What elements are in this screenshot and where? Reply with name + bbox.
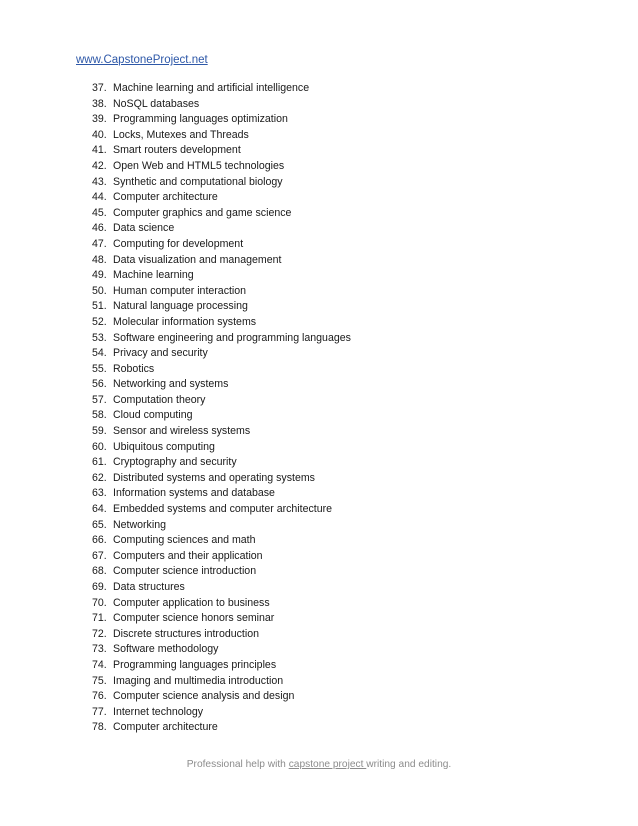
list-item xyxy=(92,627,351,643)
list-item-number: 72. xyxy=(92,627,107,640)
list-item-number: 57. xyxy=(92,393,107,406)
list-item-number: 77. xyxy=(92,705,107,718)
footer xyxy=(0,758,638,772)
list-item-text: Computer architecture xyxy=(113,191,218,204)
list-item-number: 66. xyxy=(92,534,107,547)
footer-prefix: Professional help with xyxy=(186,759,289,770)
list-item-text: Software methodology xyxy=(113,643,219,656)
list-item-number: 73. xyxy=(92,643,107,656)
list-item-number: 68. xyxy=(92,565,107,578)
list-item-number: 53. xyxy=(92,331,107,344)
list-item-number: 47. xyxy=(92,237,107,250)
list-item-text: Computer science analysis and design xyxy=(113,690,295,703)
list-item-number: 50. xyxy=(92,284,107,297)
footer-suffix: writing and editing. xyxy=(366,759,452,770)
list-item xyxy=(92,533,351,549)
list-item xyxy=(92,486,351,502)
list-item xyxy=(92,377,351,393)
list-item xyxy=(92,331,351,347)
list-item-text: Cloud computing xyxy=(113,409,193,422)
topic-list xyxy=(92,81,351,736)
list-item-text: Data visualization and management xyxy=(113,253,282,266)
list-item-text: Computer graphics and game science xyxy=(113,206,292,219)
list-item xyxy=(92,440,351,456)
list-item xyxy=(92,206,351,222)
list-item-number: 65. xyxy=(92,518,107,531)
list-item xyxy=(92,471,351,487)
list-item-text: Programming languages optimization xyxy=(113,113,288,126)
list-item-text: Machine learning and artificial intelligence xyxy=(113,82,310,94)
list-item-text: Computation theory xyxy=(113,393,206,406)
list-item xyxy=(92,674,351,690)
list-item xyxy=(92,128,351,144)
list-item-number: 51. xyxy=(92,300,107,313)
list-item xyxy=(92,658,351,674)
list-item-number: 78. xyxy=(92,721,107,734)
list-item-number: 45. xyxy=(92,206,107,219)
list-item-number: 71. xyxy=(92,612,107,625)
list-item-number: 38. xyxy=(92,97,107,110)
list-item-number: 49. xyxy=(92,269,107,282)
list-item xyxy=(92,580,351,596)
list-item-text: Imaging and multimedia introduction xyxy=(113,674,284,687)
list-item-text: Privacy and security xyxy=(113,347,208,360)
list-item-text: Discrete structures introduction xyxy=(113,627,260,640)
list-item xyxy=(92,642,351,658)
list-item-number: 43. xyxy=(92,175,107,188)
list-item xyxy=(92,455,351,471)
list-item-number: 59. xyxy=(92,425,107,438)
list-item-text: Human computer interaction xyxy=(113,284,247,297)
list-item-text: NoSQL databases xyxy=(113,97,200,110)
list-item-text: Computers and their application xyxy=(113,549,263,562)
list-item-text: Synthetic and computational biology xyxy=(113,175,283,188)
list-item-number: 76. xyxy=(92,690,107,703)
list-item xyxy=(92,564,351,580)
list-item-text: Data science xyxy=(113,222,175,235)
list-item xyxy=(92,518,351,534)
list-item xyxy=(92,362,351,378)
list-item-text: Computer architecture xyxy=(113,721,218,734)
list-item xyxy=(92,175,351,191)
list-item-number: 37. xyxy=(92,82,107,94)
site-link[interactable]: www.CapstoneProject.net xyxy=(76,54,208,66)
list-item-number: 75. xyxy=(92,674,107,687)
list-item-text: Natural language processing xyxy=(113,300,248,313)
list-item-number: 74. xyxy=(92,658,107,671)
list-item xyxy=(92,284,351,300)
list-item-text: Programming languages principles xyxy=(113,658,277,671)
list-item xyxy=(92,502,351,518)
list-item-text: Computer science honors seminar xyxy=(113,612,275,625)
list-item-text: Molecular information systems xyxy=(113,315,257,328)
list-item xyxy=(92,720,351,736)
list-item-text: Software engineering and programming languages xyxy=(113,331,351,344)
list-item-number: 63. xyxy=(92,487,107,500)
list-item xyxy=(92,221,351,237)
list-item xyxy=(92,705,351,721)
list-item-number: 54. xyxy=(92,347,107,360)
list-item-text: Computer application to business xyxy=(113,596,270,609)
list-item xyxy=(92,596,351,612)
list-item-text: Data structures xyxy=(113,581,185,593)
list-item-number: 44. xyxy=(92,191,107,204)
list-item-number: 55. xyxy=(92,362,107,375)
list-item-number: 48. xyxy=(92,253,107,266)
list-item xyxy=(92,346,351,362)
list-item-text: Computing sciences and math xyxy=(113,534,256,547)
footer-capstone-link[interactable]: capstone project xyxy=(288,759,367,770)
list-item-text: Networking and systems xyxy=(113,378,229,391)
list-item-number: 61. xyxy=(92,456,107,469)
list-item xyxy=(92,143,351,159)
list-item-number: 70. xyxy=(92,596,107,609)
list-item-number: 64. xyxy=(92,503,107,516)
list-item-text: Information systems and database xyxy=(113,487,275,500)
list-item-text: Smart routers development xyxy=(113,144,241,157)
list-item-number: 67. xyxy=(92,549,107,562)
list-item xyxy=(92,253,351,269)
list-item-number: 40. xyxy=(92,128,107,141)
list-item xyxy=(92,268,351,284)
list-item xyxy=(92,112,351,128)
list-item-number: 52. xyxy=(92,315,107,328)
list-item-text: Robotics xyxy=(113,362,155,375)
list-item-text: Networking xyxy=(113,518,166,531)
list-item-number: 39. xyxy=(92,113,107,126)
list-item-text: Ubiquitous computing xyxy=(113,440,215,453)
list-item-text: Machine learning xyxy=(113,269,194,282)
list-item-text: Cryptography and security xyxy=(113,456,237,469)
list-item xyxy=(92,97,351,113)
list-item xyxy=(92,424,351,440)
list-item-text: Locks, Mutexes and Threads xyxy=(113,128,249,141)
list-item xyxy=(92,408,351,424)
list-item-number: 56. xyxy=(92,378,107,391)
list-item-number: 42. xyxy=(92,159,107,172)
list-item-text: Computing for development xyxy=(113,237,244,250)
list-item xyxy=(92,81,351,97)
list-item xyxy=(92,315,351,331)
list-item-number: 62. xyxy=(92,471,107,484)
list-item xyxy=(92,611,351,627)
list-item xyxy=(92,299,351,315)
list-item-number: 46. xyxy=(92,222,107,235)
list-item-text: Internet technology xyxy=(113,705,204,718)
list-item xyxy=(92,190,351,206)
list-item-text: Distributed systems and operating systems xyxy=(113,471,315,484)
list-item xyxy=(92,549,351,565)
list-item xyxy=(92,689,351,705)
list-item xyxy=(92,393,351,409)
list-item-text: Open Web and HTML5 technologies xyxy=(113,159,285,172)
list-item-number: 60. xyxy=(92,440,107,453)
list-item-text: Embedded systems and computer architecture xyxy=(113,503,333,516)
list-item xyxy=(92,237,351,253)
list-item-text: Sensor and wireless systems xyxy=(113,425,251,438)
list-item xyxy=(92,159,351,175)
list-item-number: 41. xyxy=(92,144,107,157)
list-item-text: Computer science introduction xyxy=(113,565,257,578)
list-item-number: 69. xyxy=(92,581,107,593)
list-item-number: 58. xyxy=(92,409,107,422)
